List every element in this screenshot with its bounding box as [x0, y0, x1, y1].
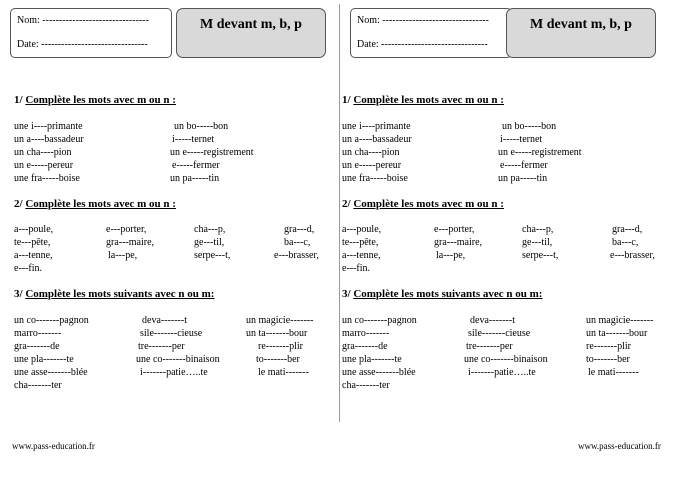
- exercise-item: un a----bassadeur: [342, 134, 412, 145]
- exercise-item: i-------patie…..te: [468, 367, 536, 378]
- exercise-item: serpe---t,: [522, 250, 559, 261]
- exercise-item: une asse-------blée: [14, 367, 88, 378]
- exercise-item: i-----ternet: [172, 134, 215, 145]
- exercise-item: e---fin.: [14, 263, 43, 274]
- exercise-item: un co-------pagnon: [342, 315, 417, 326]
- exercise-item: un bo-----bon: [174, 121, 229, 132]
- section1-title: Complète les mots avec m ou n :: [25, 94, 176, 106]
- exercise-item: serpe---t,: [194, 250, 231, 261]
- exercise-item: te---pête,: [342, 237, 379, 248]
- exercise-item: un e-----pereur: [342, 160, 402, 171]
- exercise-item: te---pête,: [14, 237, 51, 248]
- exercise-item: gra---maire,: [434, 237, 483, 248]
- exercise-item: ge---til,: [522, 237, 553, 248]
- section1-number: 1/: [342, 94, 351, 106]
- exercise-item: e---fin.: [342, 263, 371, 274]
- footer-url: www.pass-education.fr: [12, 441, 95, 451]
- worksheet-right: [340, 0, 670, 480]
- exercise-item: un magicie-------: [586, 315, 654, 326]
- section3-heading: [342, 288, 542, 300]
- section3-number: 3/: [342, 288, 351, 300]
- exercise-item: un bo-----bon: [502, 121, 557, 132]
- exercise-item: e---porter,: [434, 224, 475, 235]
- exercise-item: marro-------: [14, 328, 62, 339]
- exercise-item: le mati-------: [588, 367, 639, 378]
- exercise-item: la---pe,: [108, 250, 138, 261]
- exercise-item: e-----fermer: [172, 160, 220, 171]
- exercise-item: to-------ber: [586, 354, 630, 365]
- exercise-item: to-------ber: [256, 354, 300, 365]
- exercise-item: re-------plir: [586, 341, 631, 352]
- exercise-item: tre-------per: [466, 341, 513, 352]
- exercise-item: un e-----registrement: [498, 147, 582, 158]
- exercise-item: une fra-----boise: [342, 173, 408, 184]
- exercise-item: une co-------binaison: [464, 354, 548, 365]
- exercise-item: sile-------cieuse: [468, 328, 531, 339]
- page-title: M devant m, b, p: [200, 17, 302, 32]
- section3-title: Complète les mots suivants avec n ou m:: [353, 288, 543, 300]
- exercise-item: cha-------ter: [14, 380, 62, 391]
- name-field: Nom: --------------------------------: [17, 15, 149, 26]
- exercise-item: a---poule,: [14, 224, 54, 235]
- section2-number: 2/: [14, 198, 23, 210]
- exercise-item: tre-------per: [138, 341, 185, 352]
- exercise-item: a---poule,: [342, 224, 382, 235]
- section2-number: 2/: [342, 198, 351, 210]
- exercise-item: deva-------t: [470, 315, 515, 326]
- worksheet-left: [0, 0, 330, 480]
- footer-url: www.pass-education.fr: [578, 441, 661, 451]
- section2-title: Complète les mots avec m ou n :: [25, 198, 176, 210]
- exercise-item: une co-------binaison: [136, 354, 220, 365]
- title-box: [176, 8, 326, 58]
- exercise-item: une pla-------te: [342, 354, 402, 365]
- student-info-box: [10, 8, 172, 58]
- exercise-item: une fra-----boise: [14, 173, 80, 184]
- exercise-item: la---pe,: [436, 250, 466, 261]
- exercise-item: e---brasser,: [610, 250, 655, 261]
- section2-heading: [14, 198, 176, 210]
- exercise-item: gra---d,: [284, 224, 315, 235]
- exercise-item: une pla-------te: [14, 354, 74, 365]
- exercise-item: un e-----pereur: [14, 160, 74, 171]
- exercise-item: une i----primante: [342, 121, 411, 132]
- exercise-item: une i----primante: [14, 121, 83, 132]
- section1-heading: [14, 94, 176, 106]
- date-field: Date: --------------------------------: [17, 39, 148, 50]
- section1-title: Complète les mots avec m ou n :: [353, 94, 504, 106]
- exercise-item: un ta-------bour: [246, 328, 308, 339]
- exercise-item: un co-------pagnon: [14, 315, 89, 326]
- exercise-item: ge---til,: [194, 237, 225, 248]
- section1-heading: [342, 94, 504, 106]
- exercise-item: gra---maire,: [106, 237, 155, 248]
- title-box: [506, 8, 656, 58]
- section3-title: Complète les mots suivants avec n ou m:: [25, 288, 215, 300]
- exercise-item: un a----bassadeur: [14, 134, 84, 145]
- exercise-item: gra---d,: [612, 224, 643, 235]
- exercise-item: i-------patie…..te: [140, 367, 208, 378]
- exercise-item: sile-------cieuse: [140, 328, 203, 339]
- name-field: Nom: --------------------------------: [357, 15, 489, 26]
- exercise-item: un pa-----tin: [170, 173, 220, 184]
- exercise-item: un e-----registrement: [170, 147, 254, 158]
- exercise-item: cha---p,: [194, 224, 226, 235]
- student-info-box: [350, 8, 512, 58]
- exercise-item: ba---c,: [612, 237, 639, 248]
- page-title: M devant m, b, p: [530, 17, 632, 32]
- exercise-item: gra-------de: [342, 341, 388, 352]
- exercise-item: le mati-------: [258, 367, 309, 378]
- exercise-item: un cha----pion: [14, 147, 72, 158]
- section3-number: 3/: [14, 288, 23, 300]
- exercise-item: i-----ternet: [500, 134, 543, 145]
- exercise-item: gra-------de: [14, 341, 60, 352]
- exercise-item: un pa-----tin: [498, 173, 548, 184]
- exercise-item: cha---p,: [522, 224, 554, 235]
- section2-heading: [342, 198, 504, 210]
- exercise-item: a---tenne,: [14, 250, 53, 261]
- exercise-item: un cha----pion: [342, 147, 400, 158]
- date-field: Date: --------------------------------: [357, 39, 488, 50]
- exercise-item: a---tenne,: [342, 250, 381, 261]
- section1-number: 1/: [14, 94, 23, 106]
- exercise-item: une asse-------blée: [342, 367, 416, 378]
- exercise-item: un ta-------bour: [586, 328, 648, 339]
- exercise-item: deva-------t: [142, 315, 187, 326]
- exercise-item: un magicie-------: [246, 315, 314, 326]
- exercise-item: cha-------ter: [342, 380, 390, 391]
- exercise-item: re-------plir: [258, 341, 303, 352]
- exercise-item: ba---c,: [284, 237, 311, 248]
- section3-heading: [14, 288, 214, 300]
- exercise-item: marro-------: [342, 328, 390, 339]
- exercise-item: e---porter,: [106, 224, 147, 235]
- exercise-item: e-----fermer: [500, 160, 548, 171]
- section2-title: Complète les mots avec m ou n :: [353, 198, 504, 210]
- exercise-item: e---brasser,: [274, 250, 319, 261]
